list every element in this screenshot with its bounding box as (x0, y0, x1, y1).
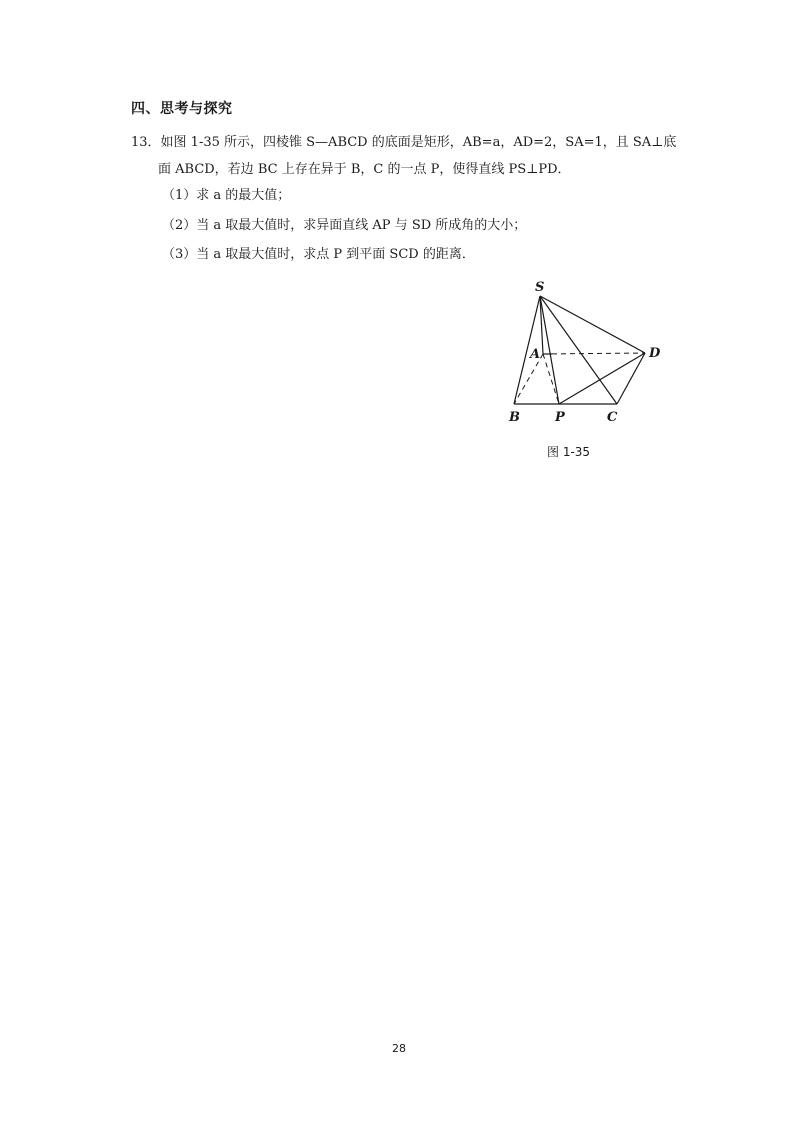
figure-caption: 图 1-35 (547, 445, 591, 459)
problem-part-1: （1）求 a 的最大值； (162, 188, 291, 203)
problem-statement-line-2: 面 ABCD，若边 BC 上存在异于 B，C 的一点 P，使得直线 PS⊥PD． (158, 162, 571, 177)
hidden-edge-AD (543, 353, 645, 354)
edge-SC (540, 296, 617, 404)
label-D: D (649, 346, 661, 361)
edge-PD (559, 353, 645, 404)
section-heading: 四、思考与探究 (131, 101, 233, 117)
label-B: B (509, 410, 520, 425)
label-A: A (530, 347, 541, 362)
label-C: C (607, 410, 618, 425)
page-number: 28 (392, 1042, 406, 1055)
problem-part-2: （2）当 a 取最大值时，求异面直线 AP 与 SD 所成角的大小； (162, 218, 527, 233)
label-S: S (535, 280, 545, 295)
label-P: P (555, 410, 565, 425)
problem-statement-line-1: 13．如图 1-35 所示，四棱锥 S—ABCD 的底面是矩形，AB=a，AD=2，SA=1，且 SA⊥底 (131, 135, 677, 150)
pyramid-figure (500, 276, 670, 426)
problem-part-3: （3）当 a 取最大值时，求点 P 到平面 SCD 的距离． (162, 247, 475, 262)
pyramid-diagram (500, 276, 670, 426)
edge-SD (540, 296, 645, 353)
